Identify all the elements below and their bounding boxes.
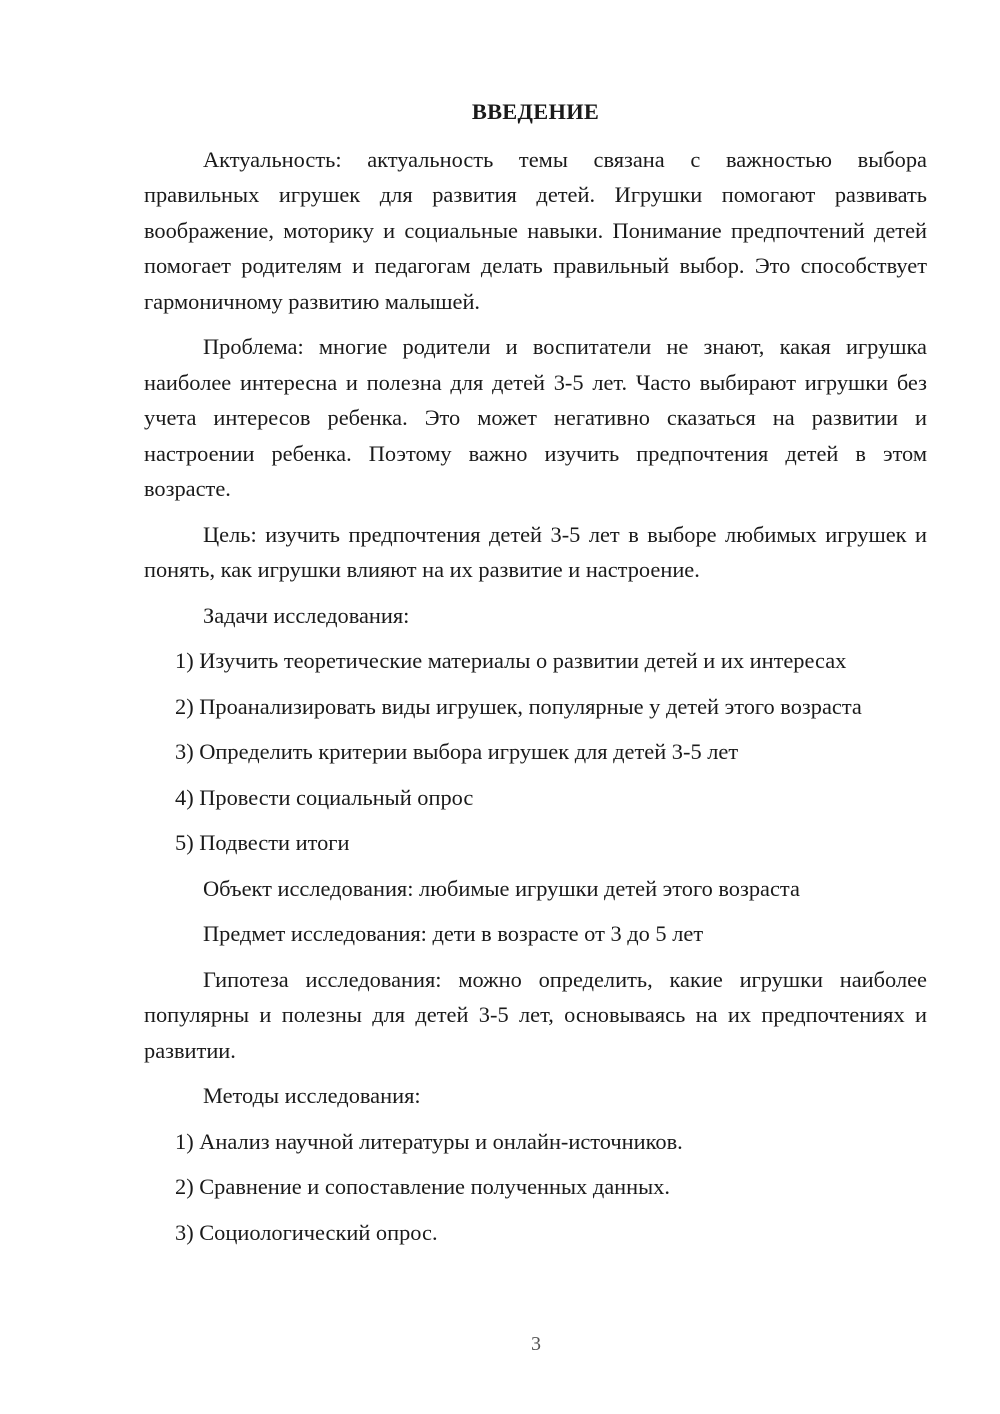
task-item: 2) Проанализировать виды игрушек, популярные у детей этого возраста	[175, 693, 862, 719]
methods-title: Методы исследования:	[203, 1083, 421, 1108]
task-item: 4) Провести социальный опрос	[175, 784, 474, 810]
task-item: 5) Подвести итоги	[175, 830, 350, 855]
page-content	[144, 94, 927, 1260]
tasks-title: Задачи исследования:	[203, 602, 410, 628]
hypothesis-paragraph: Гипотеза исследования: можно определить, какие игрушки наиболее популярны и полезны для детей 3-5 лет, основываясь на их предпочтениях и развитии.	[144, 966, 927, 1063]
section-heading: ВВЕДЕНИЕ	[471, 99, 600, 124]
method-item: 1) Анализ научной литературы и онлайн-источников.	[175, 1128, 683, 1154]
task-item: 1) Изучить теоретические материалы о развитии детей и их интересах	[175, 648, 847, 673]
method-item: 3) Социологический опрос.	[175, 1219, 438, 1245]
method-item: 2) Сравнение и сопоставление полученных данных.	[175, 1174, 670, 1199]
task-item: 3) Определить критерии выбора игрушек для детей 3-5 лет	[175, 739, 739, 764]
object-paragraph: Объект исследования: любимые игрушки детей этого возраста	[203, 875, 800, 901]
goal-paragraph: Цель: изучить предпочтения детей 3-5 лет в выборе любимых игрушек и понять, как игрушки влияют на их развитие и настроение.	[144, 521, 927, 582]
page-number: 3	[531, 1333, 541, 1355]
problem-paragraph: Проблема: многие родители и воспитатели не знают, какая игрушка наиболее интересна и полезна для детей 3-5 лет. Часто выбирают игрушки без учета интересов ребенка. Это может негативно сказаться на развитии и настроении ребенка. Поэтому важно изучить предпочтения детей в этом возрасте.	[144, 334, 927, 501]
relevance-paragraph: Актуальность: актуальность темы связана с важностью выбора правильных игрушек для развития детей. Игрушки помогают развивать воображение, моторику и социальные навыки. Понимание предпочтений детей помогает родителям и педагогам делать правильный выбор. Это способствует гармоничному развитию малышей.	[144, 146, 927, 314]
subject-paragraph: Предмет исследования: дети в возрасте от 3 до 5 лет	[203, 921, 704, 946]
